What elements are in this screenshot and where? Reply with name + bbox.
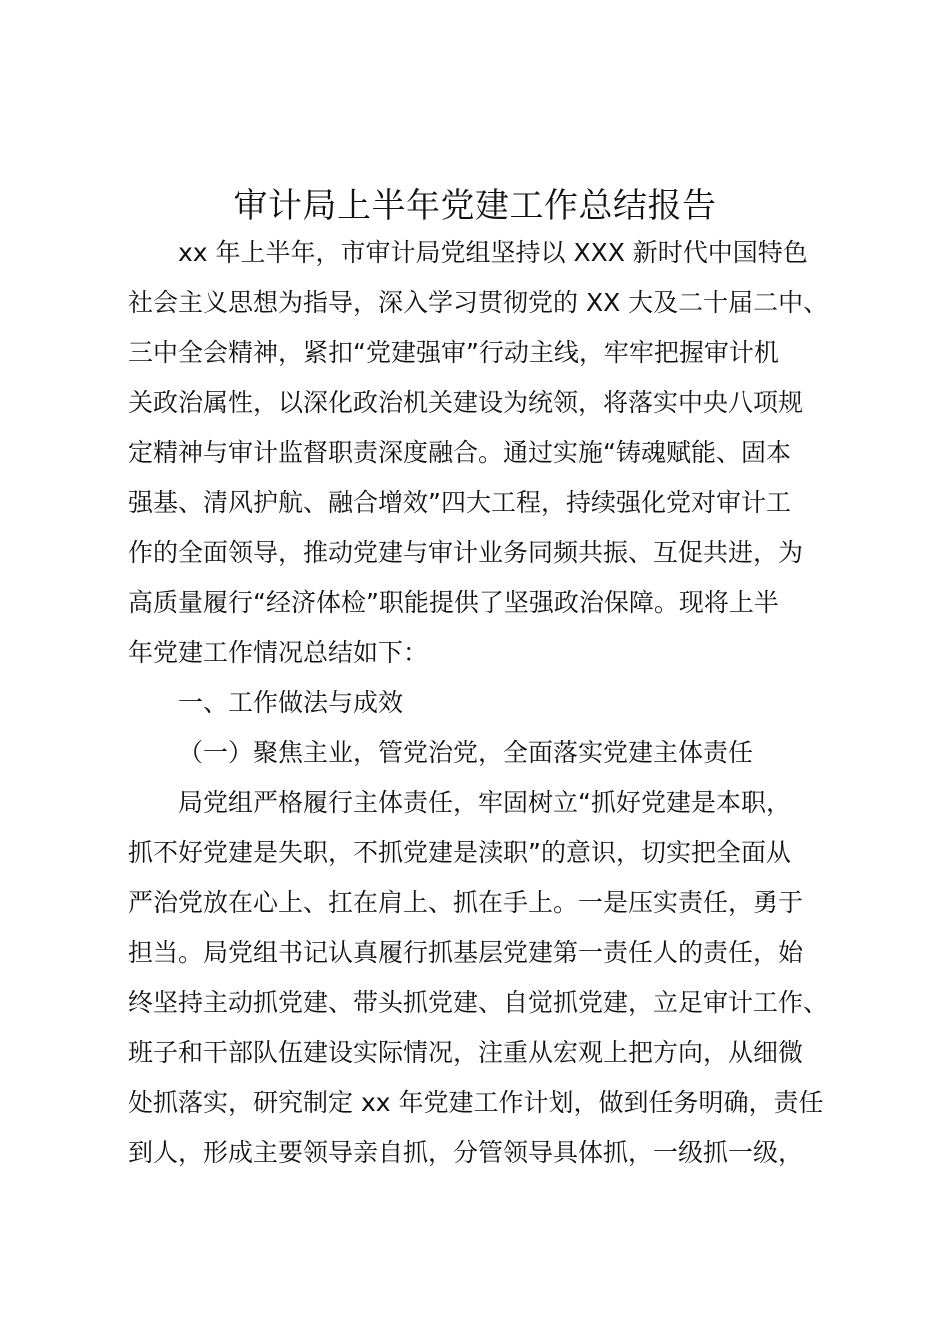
paragraph-line: 严治党放在心上、扛在肩上、抓在手上。一是压实责任，勇于 bbox=[128, 888, 804, 917]
paragraph-line: 定精神与审计监督职责深度融合。通过实施“铸魂赋能、固本 bbox=[128, 438, 791, 467]
paragraph-line: 抓不好党建是失职，不抓党建是渎职”的意识，切实把全面从 bbox=[128, 838, 791, 867]
paragraph-line: 担当。局党组书记认真履行抓基层党建第一责任人的责任，始 bbox=[128, 938, 804, 967]
subsection-heading: （一）聚焦主业，管党治党，全面落实党建主体责任 bbox=[178, 738, 754, 767]
paragraph-line: 年党建工作情况总结如下： bbox=[128, 638, 429, 667]
paragraph-line: 关政治属性，以深化政治机关建设为统领，将落实中央八项规 bbox=[128, 388, 804, 417]
paragraph-line: 到人，形成主要领导亲自抓，分管领导具体抓，一级抓一级， bbox=[128, 1138, 804, 1167]
paragraph-line: 处抓落实，研究制定 xx 年党建工作计划，做到任务明确，责任 bbox=[128, 1088, 824, 1117]
paragraph-line: xx 年上半年，市审计局党组坚持以 XXX 新时代中国特色 bbox=[178, 238, 808, 267]
paragraph-line: 强基、清风护航、融合增效”四大工程，持续强化党对审计工 bbox=[128, 488, 791, 517]
paragraph-line: 局党组严格履行主体责任，牢固树立“抓好党建是本职， bbox=[178, 788, 791, 817]
paragraph-line: 作的全面领导，推动党建与审计业务同频共振、互促共进，为 bbox=[128, 538, 804, 567]
section-heading: 一、工作做法与成效 bbox=[178, 688, 404, 717]
paragraph-line: 社会主义思想为指导，深入学习贯彻党的 XX 大及二十届二中、 bbox=[128, 288, 829, 317]
document-title: 审计局上半年党建工作总结报告 bbox=[233, 186, 717, 226]
paragraph-line: 终坚持主动抓党建、带头抓党建、自觉抓党建，立足审计工作、 bbox=[128, 988, 829, 1017]
paragraph-line: 高质量履行“经济体检”职能提供了坚强政治保障。现将上半 bbox=[128, 588, 779, 617]
paragraph-line: 班子和干部队伍建设实际情况，注重从宏观上把方向，从细微 bbox=[128, 1038, 804, 1067]
paragraph-line: 三中全会精神，紧扣“党建强审”行动主线，牢牢把握审计机 bbox=[128, 338, 779, 367]
